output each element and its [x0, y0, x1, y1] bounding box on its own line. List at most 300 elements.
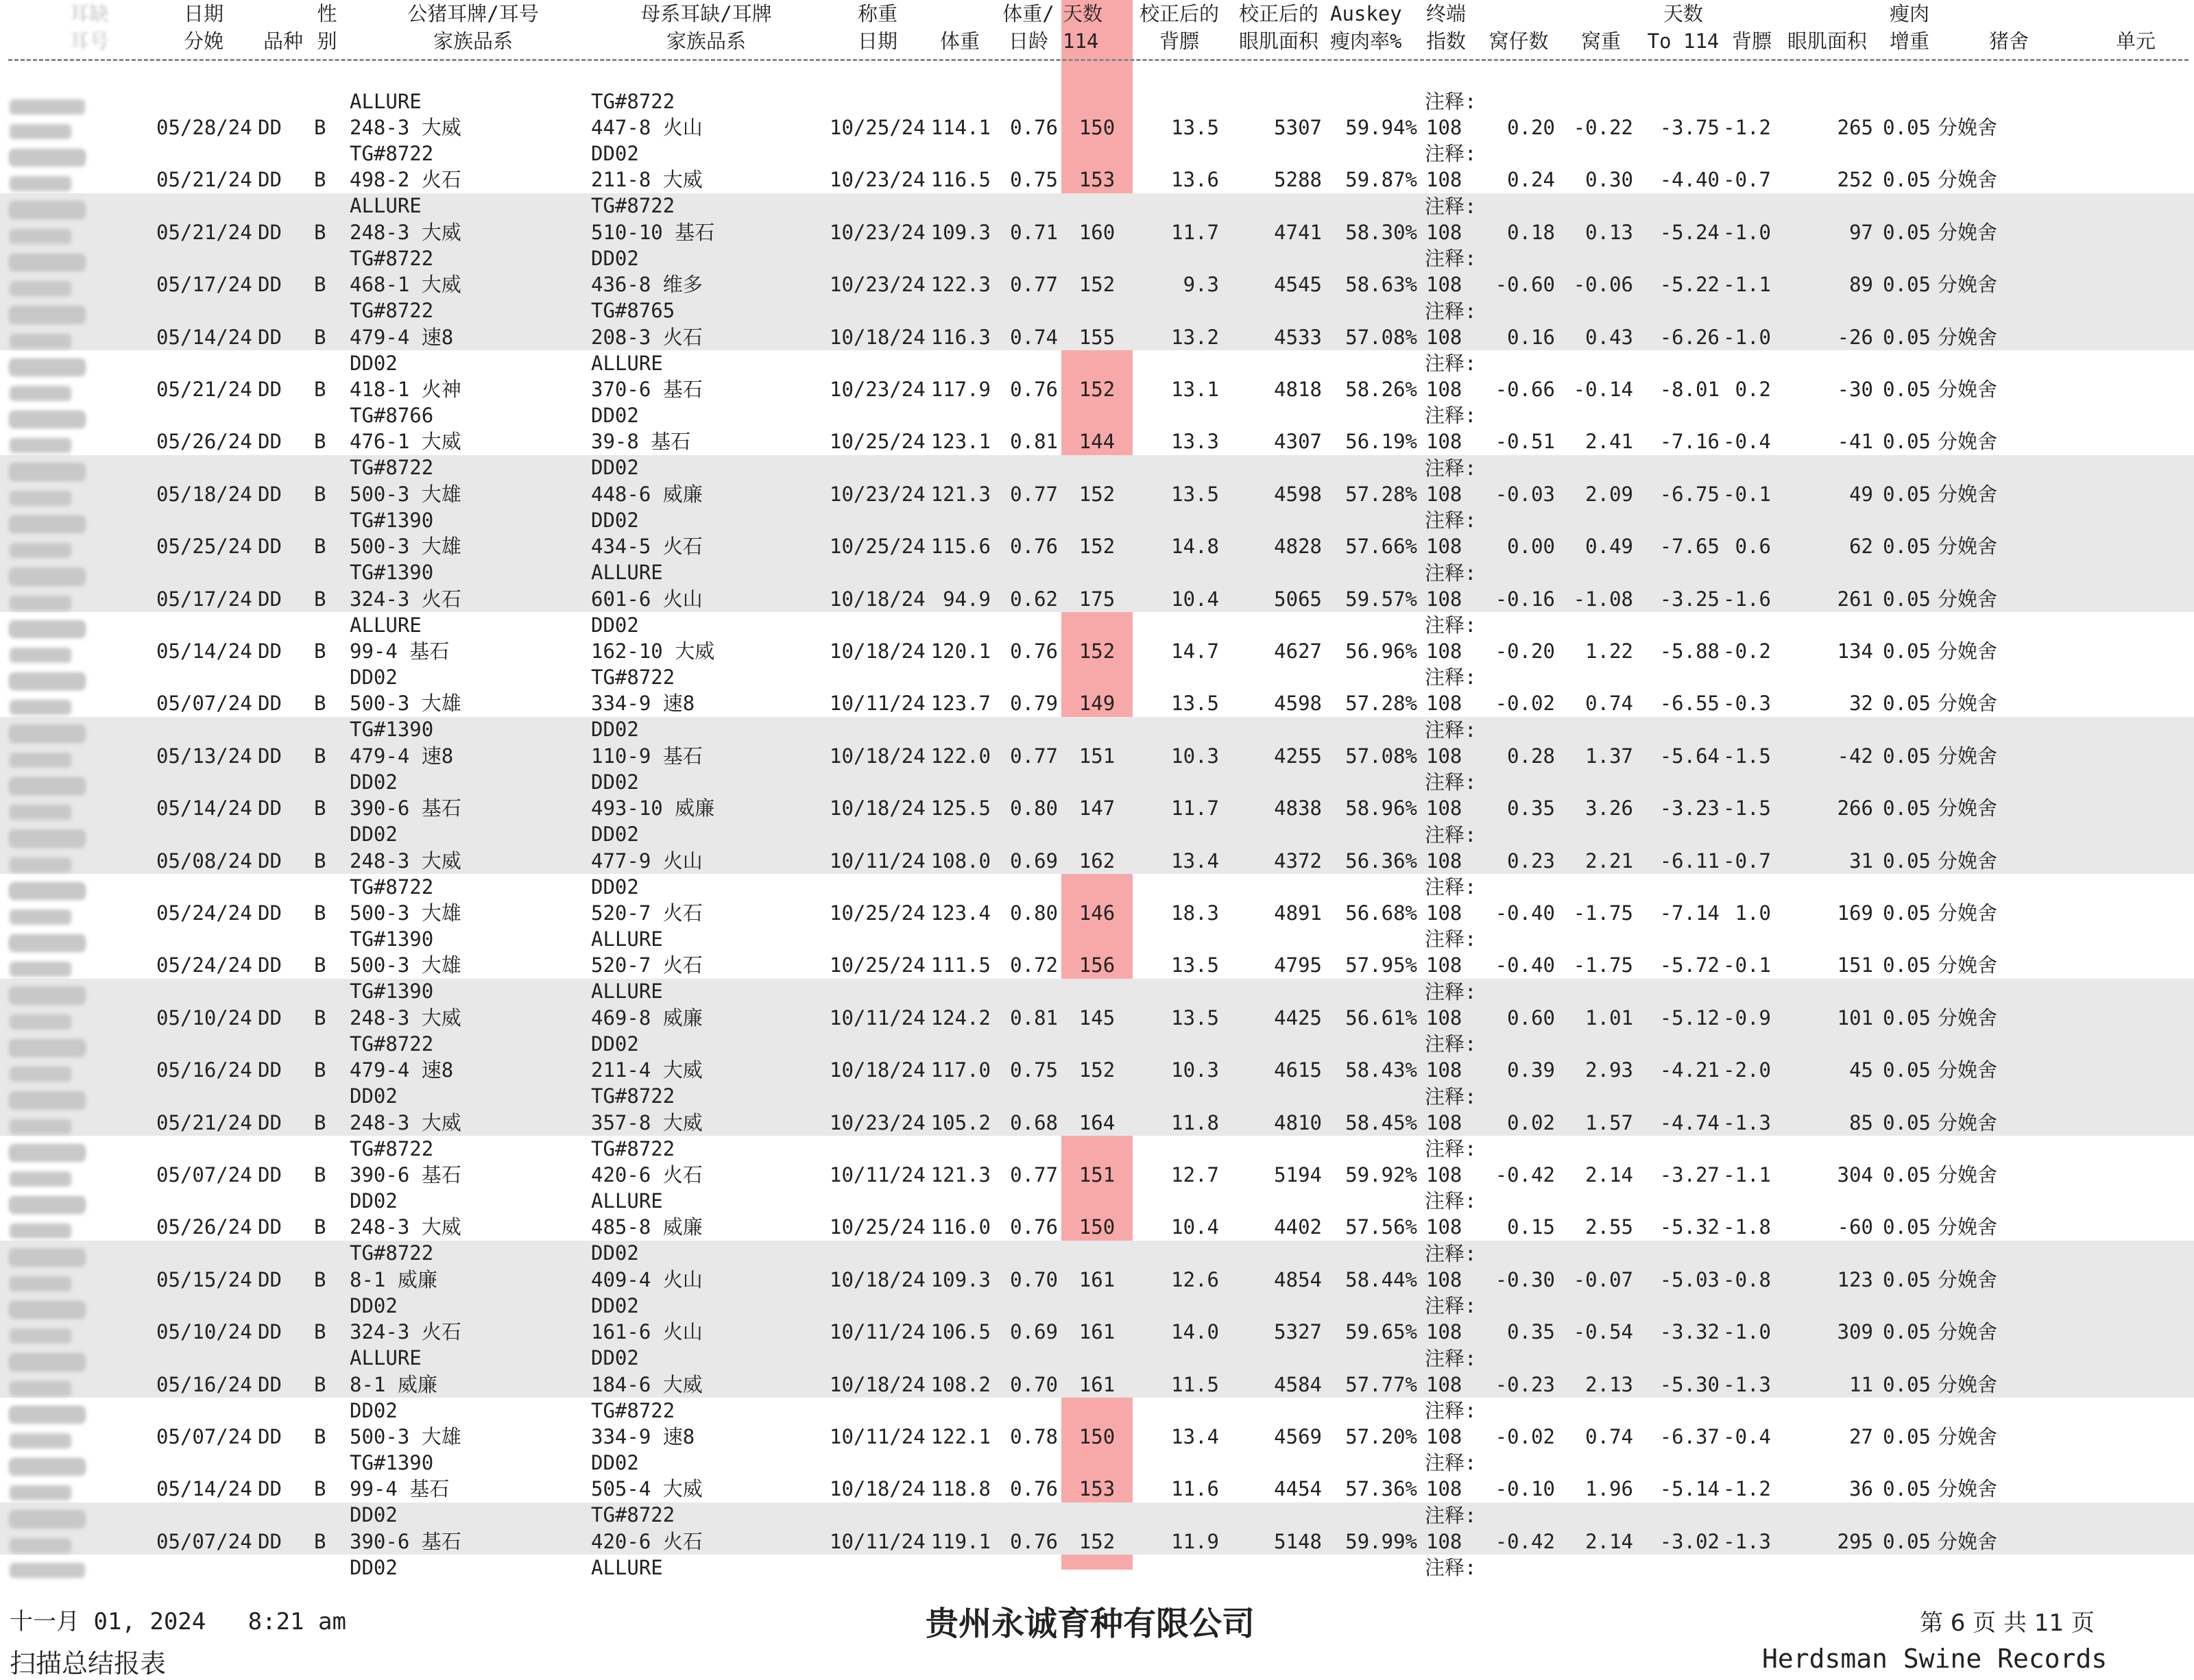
cell-sex: B: [314, 953, 326, 977]
cell-lean: 59.57%: [1345, 587, 1417, 611]
cell-dam: 39-8 基石: [591, 430, 691, 454]
cell-lea: 4795: [1274, 953, 1322, 977]
cell-house: 分娩舍: [1938, 1320, 1998, 1344]
cell-lw: 0.49: [1585, 535, 1633, 559]
cell-lean: 58.30%: [1345, 220, 1417, 244]
sire-family: DD02: [350, 666, 398, 689]
cell-weigh_date: 10/11/24: [830, 849, 926, 873]
cell-weigh_date: 10/18/24: [830, 1267, 926, 1291]
cell-breed: DD: [258, 1058, 282, 1082]
cell-index: 108: [1426, 1529, 1462, 1553]
redacted-ear-tag: [10, 805, 71, 820]
cell-lw: -1.08: [1573, 587, 1633, 611]
dam-family: DD02: [591, 456, 639, 480]
cell-breed: DD: [258, 273, 282, 297]
cell-lea: 4810: [1274, 1110, 1322, 1134]
cell-bf2: -0.9: [1723, 1006, 1771, 1030]
cell-breed: DD: [258, 1477, 282, 1501]
cell-sex: B: [314, 378, 326, 401]
dam-family: ALLURE: [591, 979, 663, 1003]
cell-bf: 13.6: [1171, 168, 1219, 192]
cell-house: 分娩舍: [1938, 535, 1998, 559]
cell-d114: -5.32: [1659, 1215, 1720, 1239]
cell-days: 175: [1078, 587, 1116, 611]
cell-sire: 476-1 大威: [350, 430, 461, 454]
cell-farrow: 05/25/24: [156, 535, 252, 559]
cell-index: 108: [1426, 1058, 1462, 1082]
dam-family: DD02: [591, 1241, 639, 1265]
cell-dam: 477-9 火山: [591, 849, 703, 873]
cell-lea: 4627: [1274, 640, 1322, 663]
cell-lean: 57.66%: [1345, 535, 1417, 559]
cell-dam: 434-5 火石: [591, 535, 703, 559]
annotation-label: 注释:: [1425, 718, 1477, 742]
cell-lw: 2.21: [1585, 849, 1633, 873]
header-unit-line2: 单元: [2115, 29, 2156, 53]
cell-litter: -0.16: [1495, 587, 1555, 611]
cell-lea: 4454: [1274, 1477, 1322, 1501]
cell-lw: 1.57: [1585, 1110, 1633, 1134]
cell-days: 161: [1078, 1267, 1116, 1291]
cell-lw: -1.75: [1573, 901, 1633, 925]
redacted-ear-tag: [10, 1461, 85, 1476]
cell-weight: 123.4: [930, 901, 991, 925]
cell-lean: 56.68%: [1345, 901, 1417, 925]
redacted-ear-tag: [10, 648, 71, 663]
cell-d114: -5.64: [1659, 744, 1720, 768]
cell-house: 分娩舍: [1938, 796, 1998, 820]
header-days-line1: 天数: [1063, 2, 1103, 25]
cell-weigh_date: 10/11/24: [830, 1529, 926, 1553]
cell-bf2: 1.0: [1735, 901, 1771, 925]
cell-index: 108: [1426, 953, 1462, 977]
cell-weight: 108.0: [930, 849, 991, 873]
footer-page-number: 第 6 页 共 11 页: [1920, 1609, 2095, 1637]
cell-dam: 436-8 维多: [591, 273, 703, 297]
cell-dam: 601-6 火山: [591, 587, 703, 611]
cell-index: 108: [1426, 1267, 1462, 1291]
cell-lw: -0.14: [1573, 378, 1633, 401]
cell-wpd: 0.69: [1010, 849, 1058, 873]
cell-lw: 1.96: [1585, 1477, 1633, 1501]
cell-weight: 105.2: [930, 1110, 991, 1134]
dam-family: TG#8765: [591, 299, 675, 323]
dam-family: ALLURE: [591, 1555, 663, 1579]
cell-weight: 120.1: [930, 640, 991, 663]
sire-family: TG#8722: [350, 1032, 434, 1056]
redacted-ear-tag: [10, 571, 85, 586]
cell-wpd: 0.81: [1010, 430, 1058, 454]
cell-lean: 57.08%: [1345, 325, 1417, 349]
cell-weight: 117.9: [930, 378, 991, 401]
cell-weigh_date: 10/25/24: [830, 430, 926, 454]
cell-lean: 57.77%: [1345, 1372, 1417, 1396]
cell-weigh_date: 10/18/24: [830, 1477, 926, 1501]
annotation-label: 注释:: [1425, 561, 1477, 585]
cell-bf: 14.0: [1171, 1320, 1219, 1344]
annotation-label: 注释:: [1425, 1399, 1477, 1422]
cell-days: 161: [1078, 1320, 1116, 1344]
redacted-ear-tag: [10, 309, 85, 324]
cell-bf: 10.4: [1171, 1215, 1219, 1239]
cell-lean: 57.20%: [1345, 1425, 1417, 1448]
cell-litter: -0.02: [1495, 692, 1555, 716]
footer-company: 贵州永诚育种有限公司: [926, 1605, 1255, 1643]
cell-gain: 0.05: [1883, 325, 1931, 349]
redacted-ear-tag: [10, 1304, 85, 1319]
cell-lea2: 11: [1849, 1372, 1873, 1396]
redacted-ear-tag: [10, 885, 85, 900]
cell-house: 分娩舍: [1938, 482, 1998, 506]
annotation-label: 注释:: [1425, 1346, 1477, 1370]
sire-family: TG#1390: [350, 508, 434, 532]
cell-lw: 0.74: [1585, 692, 1633, 716]
cell-lea: 5148: [1274, 1529, 1322, 1553]
cell-lea2: 62: [1849, 535, 1873, 559]
cell-dam: 409-4 火山: [591, 1267, 703, 1291]
cell-dam: 370-6 基石: [591, 378, 703, 401]
redacted-ear-tag: [10, 204, 85, 219]
sire-family: TG#1390: [350, 1451, 434, 1474]
cell-d114: -4.74: [1659, 1110, 1720, 1134]
cell-lean: 57.95%: [1345, 953, 1417, 977]
cell-days: 153: [1078, 1477, 1116, 1501]
cell-gain: 0.05: [1883, 640, 1931, 663]
sire-family: TG#8722: [350, 875, 434, 899]
redacted-ear-tag: [10, 1171, 71, 1186]
cell-breed: DD: [258, 535, 282, 559]
dam-family-top: TG#8722: [591, 90, 675, 113]
cell-lea2: -30: [1837, 378, 1873, 401]
sire-family: DD02: [350, 1555, 398, 1579]
cell-house: 分娩舍: [1938, 849, 1998, 873]
header-gain-line1: 瘦肉: [1889, 2, 1929, 25]
cell-index: 108: [1426, 535, 1462, 559]
cell-bf2: -0.7: [1723, 849, 1771, 873]
cell-weight: 123.1: [930, 430, 991, 454]
cell-weigh_date: 10/23/24: [830, 482, 926, 506]
cell-dam: 211-4 大威: [591, 1058, 703, 1082]
cell-farrow: 05/14/24: [156, 796, 252, 820]
redacted-ear-tag: [10, 990, 85, 1005]
cell-lean: 59.65%: [1345, 1320, 1417, 1344]
cell-index: 108: [1426, 430, 1462, 454]
redacted-ear-tag: [10, 1538, 71, 1553]
cell-d114: -3.32: [1659, 1320, 1720, 1344]
redacted-ear-tag: [10, 728, 85, 743]
cell-lea: 5288: [1274, 168, 1322, 192]
cell-lea: 4598: [1274, 692, 1322, 716]
cell-house: 分娩舍: [1938, 430, 1998, 454]
cell-dam: 110-9 基石: [591, 744, 703, 768]
cell-lea2: 265: [1837, 116, 1873, 139]
cell-sire: 99-4 基石: [350, 640, 450, 663]
cell-sex: B: [314, 640, 326, 663]
cell-breed: DD: [258, 1215, 282, 1239]
cell-bf2: -0.3: [1723, 692, 1771, 716]
redacted-ear-tag: [10, 780, 85, 795]
cell-gain: 0.05: [1883, 1529, 1931, 1553]
cell-litter: -0.66: [1495, 378, 1555, 401]
redacted-ear-tag: [10, 753, 71, 768]
cell-farrow: 05/10/24: [156, 1320, 252, 1344]
dam-family: DD02: [591, 770, 639, 794]
cell-sire: 479-4 速8: [350, 744, 454, 768]
cell-bf: 10.3: [1171, 1058, 1219, 1082]
cell-lea2: 169: [1837, 901, 1873, 925]
header-dam-line2: 家族品系: [666, 29, 746, 53]
annotation-label: 注释:: [1425, 1503, 1477, 1527]
cell-d114: -4.40: [1659, 168, 1720, 192]
cell-lea: 5194: [1274, 1163, 1322, 1186]
sire-family: TG#8766: [350, 404, 434, 427]
cell-bf: 11.9: [1171, 1529, 1219, 1553]
cell-gain: 0.05: [1883, 273, 1931, 297]
dam-family: DD02: [591, 875, 639, 899]
annotation-label: 注释:: [1425, 1084, 1477, 1108]
cell-bf2: -1.3: [1723, 1529, 1771, 1553]
cell-lea: 4741: [1274, 220, 1322, 244]
cell-lea: 4255: [1274, 744, 1322, 768]
cell-litter: -0.51: [1495, 430, 1555, 454]
cell-sex: B: [314, 901, 326, 925]
cell-dam: 161-6 火山: [591, 1320, 703, 1344]
cell-wpd: 0.68: [1010, 1110, 1058, 1134]
redacted-ear-tag: [10, 1119, 71, 1134]
cell-sex: B: [314, 744, 326, 768]
cell-house: 分娩舍: [1938, 1372, 1998, 1396]
header-bf2-line2: 背膘: [1731, 29, 1772, 53]
cell-lea2: 101: [1837, 1006, 1873, 1030]
cell-lea2: 45: [1849, 1058, 1873, 1082]
cell-weigh_date: 10/11/24: [830, 1425, 926, 1448]
cell-farrow: 05/16/24: [156, 1372, 252, 1396]
cell-bf: 14.7: [1171, 640, 1219, 663]
cell-sex: B: [314, 220, 326, 244]
cell-lw: 2.09: [1585, 482, 1633, 506]
cell-sex: B: [314, 1058, 326, 1082]
cell-gain: 0.05: [1883, 482, 1931, 506]
cell-lea2: 309: [1837, 1320, 1873, 1344]
cell-gain: 0.05: [1883, 1006, 1931, 1030]
sire-family: TG#8722: [350, 1136, 434, 1160]
cell-days: 151: [1078, 744, 1116, 768]
cell-weight: 109.3: [930, 1267, 991, 1291]
redacted-ear-tag: [10, 962, 71, 977]
cell-sire: 390-6 基石: [350, 1163, 461, 1186]
redacted-ear-tag: [10, 229, 71, 244]
cell-lw: -0.54: [1573, 1320, 1633, 1344]
cell-wpd: 0.80: [1010, 901, 1058, 925]
annotation-label: 注释:: [1425, 1451, 1477, 1475]
header-d114-line1: 天数: [1663, 2, 1703, 25]
cell-farrow: 05/07/24: [156, 1529, 252, 1553]
cell-d114: -5.24: [1659, 220, 1720, 244]
cell-lean: 59.99%: [1345, 1529, 1417, 1553]
cell-lean: 57.28%: [1345, 692, 1417, 716]
dam-family: ALLURE: [591, 561, 663, 585]
redacted-ear-tag: [10, 1276, 71, 1291]
cell-weigh_date: 10/11/24: [830, 1163, 926, 1186]
cell-dam: 420-6 火石: [591, 1529, 703, 1553]
cell-litter: -0.42: [1495, 1163, 1555, 1186]
cell-bf2: -1.1: [1723, 273, 1771, 297]
redacted-ear-tag: [10, 1356, 85, 1372]
cell-weigh_date: 10/23/24: [830, 220, 926, 244]
cell-dam: 208-3 火石: [591, 325, 703, 349]
header-litter-line2: 窝仔数: [1488, 29, 1549, 53]
cell-gain: 0.05: [1883, 116, 1931, 139]
footer-report-name: 扫描总结报表: [10, 1648, 167, 1679]
cell-lea: 4818: [1274, 378, 1322, 401]
cell-d114: -5.03: [1659, 1267, 1720, 1291]
cell-sire: 8-1 威廉: [350, 1372, 437, 1396]
redacted-ear-tag: [10, 1067, 71, 1082]
header-weigh_date-line2: 日期: [857, 29, 897, 53]
cell-sire: 479-4 速8: [350, 325, 454, 349]
cell-lean: 58.43%: [1345, 1058, 1417, 1082]
cell-bf2: -1.2: [1723, 116, 1771, 139]
cell-d114: -4.21: [1659, 1058, 1720, 1082]
cell-bf2: -0.4: [1723, 430, 1771, 454]
cell-index: 108: [1426, 1110, 1462, 1134]
cell-dam: 447-8 火山: [591, 116, 703, 139]
cell-litter: 0.35: [1507, 1320, 1555, 1344]
redacted-ear-tag: [10, 1485, 71, 1500]
header-farrow-line2: 分娩: [183, 29, 224, 53]
cell-sire: 500-3 大雄: [350, 901, 461, 925]
cell-index: 108: [1426, 1163, 1462, 1186]
cell-breed: DD: [258, 953, 282, 977]
cell-breed: DD: [258, 849, 282, 873]
cell-gain: 0.05: [1883, 744, 1931, 768]
header-dam-line1: 母系耳缺/耳牌: [640, 2, 772, 25]
cell-days: 152: [1078, 1058, 1116, 1082]
redacted-ear-tag: [10, 256, 85, 271]
cell-wpd: 0.72: [1010, 953, 1058, 977]
sire-family: DD02: [350, 351, 398, 375]
cell-weigh_date: 10/23/24: [830, 273, 926, 297]
cell-days: 161: [1078, 1372, 1116, 1396]
header-breed-line2: 品种: [263, 29, 303, 53]
cell-wpd: 0.77: [1010, 1163, 1058, 1186]
cell-bf2: -1.5: [1723, 744, 1771, 768]
cell-bf2: -1.0: [1723, 220, 1771, 244]
sire-family: ALLURE: [350, 613, 422, 637]
cell-weight: 116.0: [930, 1215, 991, 1239]
cell-sex: B: [314, 692, 326, 716]
cell-gain: 0.05: [1883, 1320, 1931, 1344]
cell-breed: DD: [258, 1425, 282, 1448]
cell-lw: 2.93: [1585, 1058, 1633, 1082]
cell-sex: B: [314, 1163, 326, 1186]
annotation-label: 注释:: [1425, 875, 1477, 899]
cell-sex: B: [314, 325, 326, 349]
cell-dam: 357-8 大威: [591, 1110, 703, 1134]
cell-days: 152: [1078, 535, 1116, 559]
cell-lean: 57.28%: [1345, 482, 1417, 506]
cell-sex: B: [314, 1529, 326, 1553]
cell-dam: 184-6 大威: [591, 1372, 703, 1396]
cell-lea2: 295: [1837, 1529, 1873, 1553]
cell-days: 150: [1078, 1215, 1116, 1239]
cell-litter: 0.28: [1507, 744, 1555, 768]
cell-bf2: 0.6: [1735, 535, 1771, 559]
cell-lea: 4854: [1274, 1267, 1322, 1291]
cell-sire: 500-3 大雄: [350, 482, 461, 506]
header-weight-line2: 体重: [939, 29, 980, 53]
cell-gain: 0.05: [1883, 692, 1931, 716]
redacted-ear-tag: [10, 1563, 85, 1578]
cell-bf2: -1.3: [1723, 1110, 1771, 1134]
cell-weight: 111.5: [930, 953, 991, 977]
cell-bf: 11.7: [1171, 796, 1219, 820]
redacted-ear-tag: [10, 1042, 85, 1057]
redacted-ear-tag: [10, 1252, 85, 1267]
cell-weight: 124.2: [930, 1006, 991, 1030]
header-farrow-line1: 日期: [183, 2, 224, 25]
cell-bf2: -2.0: [1723, 1058, 1771, 1082]
cell-breed: DD: [258, 482, 282, 506]
cell-farrow: 05/07/24: [156, 1425, 252, 1448]
annotation-label: 注释:: [1425, 1294, 1477, 1318]
cell-wpd: 0.75: [1010, 168, 1058, 192]
dam-family: ALLURE: [591, 1189, 663, 1213]
cell-bf: 11.8: [1171, 1110, 1219, 1134]
cell-gain: 0.05: [1883, 849, 1931, 873]
cell-weigh_date: 10/11/24: [830, 1006, 926, 1030]
cell-d114: -3.75: [1659, 116, 1720, 139]
cell-sire: 479-4 速8: [350, 1058, 454, 1082]
cell-farrow: 05/16/24: [156, 1058, 252, 1082]
cell-breed: DD: [258, 640, 282, 663]
header-days-line2: 114: [1063, 29, 1099, 53]
cell-index: 108: [1426, 220, 1462, 244]
cell-bf2: -1.8: [1723, 1215, 1771, 1239]
cell-litter: -0.60: [1495, 273, 1555, 297]
footer-software: Herdsman Swine Records: [1762, 1644, 2108, 1674]
cell-lw: -0.06: [1573, 273, 1633, 297]
cell-sire: 248-3 大威: [350, 116, 461, 139]
cell-lean: 58.63%: [1345, 273, 1417, 297]
annotation-label: 注释:: [1425, 979, 1477, 1003]
header-bf-line1: 校正后的: [1139, 2, 1219, 25]
redacted-ear-tag: [10, 334, 71, 349]
redacted-ear-tag: [10, 700, 71, 715]
cell-bf: 13.5: [1171, 116, 1219, 139]
cell-house: 分娩舍: [1938, 1267, 1998, 1291]
cell-sex: B: [314, 1215, 326, 1239]
cell-lea2: 32: [1849, 692, 1873, 716]
redacted-ear-tag: [10, 281, 71, 296]
redacted-ear-tag: [10, 1147, 85, 1162]
cell-litter: -0.40: [1495, 901, 1555, 925]
cell-d114: -5.72: [1659, 953, 1720, 977]
cell-sire: 500-3 大雄: [350, 953, 461, 977]
header-lw-line2: 窝重: [1580, 29, 1621, 53]
annotation-label: 注释:: [1425, 770, 1477, 794]
cell-farrow: 05/26/24: [156, 430, 252, 454]
cell-bf2: -1.1: [1723, 1163, 1771, 1186]
cell-lw: 2.13: [1585, 1372, 1633, 1396]
cell-index: 108: [1426, 744, 1462, 768]
dam-family: DD02: [591, 718, 639, 742]
cell-days: 152: [1078, 378, 1116, 401]
cell-bf2: -1.5: [1723, 796, 1771, 820]
cell-index: 108: [1426, 587, 1462, 611]
cell-index: 108: [1426, 116, 1462, 139]
cell-litter: -0.10: [1495, 1477, 1555, 1501]
